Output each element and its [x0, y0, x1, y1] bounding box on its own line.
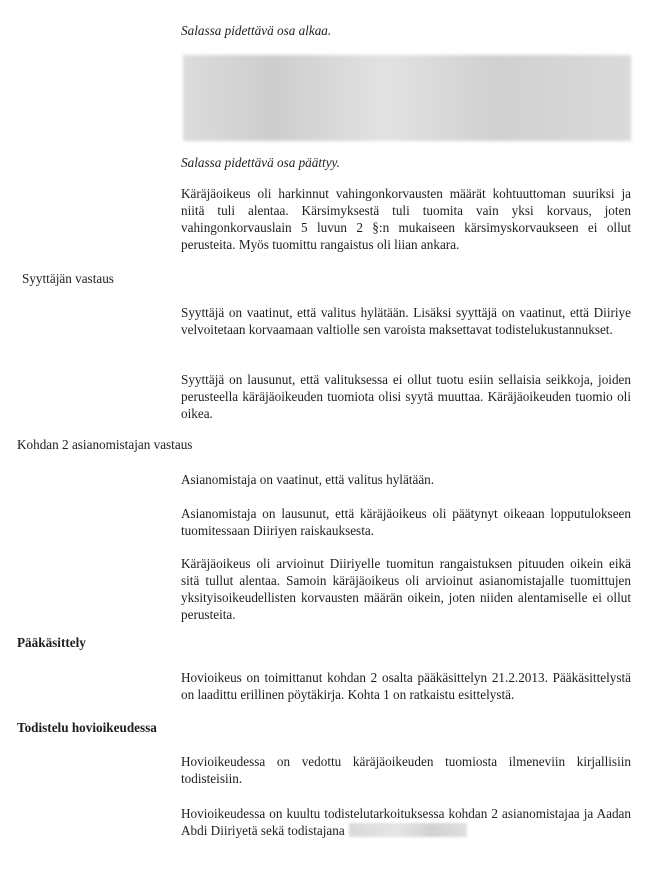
confidential-start-note: Salassa pidettävä osa alkaa.	[181, 23, 332, 38]
paragraph-complainant-1: Asianomistaja on vaatinut, että valitus hylätään.	[181, 472, 435, 487]
paragraph-complainant-2: Asianomistaja on lausunut, että käräjäoikeus oli päätynyt oikeaan lopputulokseen tuomitessaan Diiriyen raiskauksesta.	[181, 506, 631, 538]
heading-evidence: Todistelu hovioikeudessa	[17, 720, 157, 735]
paragraph-evidence-2	[181, 805, 631, 839]
heading-complainant-response: Kohdan 2 asianomistajan vastaus	[17, 437, 193, 452]
paragraph-prosecutor-1: Syyttäjä on vaatinut, että valitus hylätään. Lisäksi syyttäjä on vaatinut, että Diiriye velvoitetaan korvaamaan valtiolle sen varoista maksettavat todistelukustannukset.	[181, 305, 631, 337]
paragraph-prosecutor-2: Syyttäjä on lausunut, että valituksessa ei ollut tuotu esiin sellaisia seikkoja, joiden perusteella käräjäoikeuden tuomiota olisi syytä muuttaa. Käräjäoikeuden tuomio oli oikea.	[181, 372, 631, 421]
confidential-end-note: Salassa pidettävä osa päättyy.	[181, 155, 340, 170]
paragraph-complainant-3: Käräjäoikeus oli arvioinut Diiriyelle tuomitun rangaistuksen pituuden oikein eikä sitä tullut alentaa. Samoin käräjäoikeus oli arvioinut asianomistajalle tuomittujen yksityisoikeudellisten korvausten määrän oikein, joten niiden alentamiselle ei ollut perusteita.	[181, 556, 631, 622]
heading-prosecutor-response: Syyttäjän vastaus	[22, 271, 114, 286]
paragraph-evidence-2-text: Hovioikeudessa on kuultu todistelutarkoituksessa kohdan 2 asianomistajaa ja Aadan Abdi Diiriyetä sekä todistajana	[181, 806, 631, 838]
paragraph-evidence-1: Hovioikeudessa on vedottu käräjäoikeuden tuomiosta ilmeneviin kirjallisiin todisteisiin.	[181, 754, 631, 786]
paragraph-main-hearing: Hovioikeus on toimittanut kohdan 2 osalta pääkäsittelyn 21.2.2013. Pääkäsittelystä on laadittu erillinen pöytäkirja. Kohta 1 on ratkaistu esittelystä.	[181, 670, 631, 702]
heading-main-hearing: Pääkäsittely	[17, 635, 86, 650]
paragraph-damages: Käräjäoikeus oli harkinnut vahingonkorvausten määrät kohtuuttoman suuriksi ja niitä tuli alentaa. Kärsimyksestä tuli tuomita vain yksi korvaus, joten vahingonkorvauslain 5 luvun 2 §:n mukaiseen kärsimyskorvaukseen ei ollut perusteita. Myös tuomittu rangaistus oli liian ankara.	[181, 186, 631, 252]
redacted-witness-name	[349, 823, 467, 837]
redacted-block	[183, 55, 631, 141]
